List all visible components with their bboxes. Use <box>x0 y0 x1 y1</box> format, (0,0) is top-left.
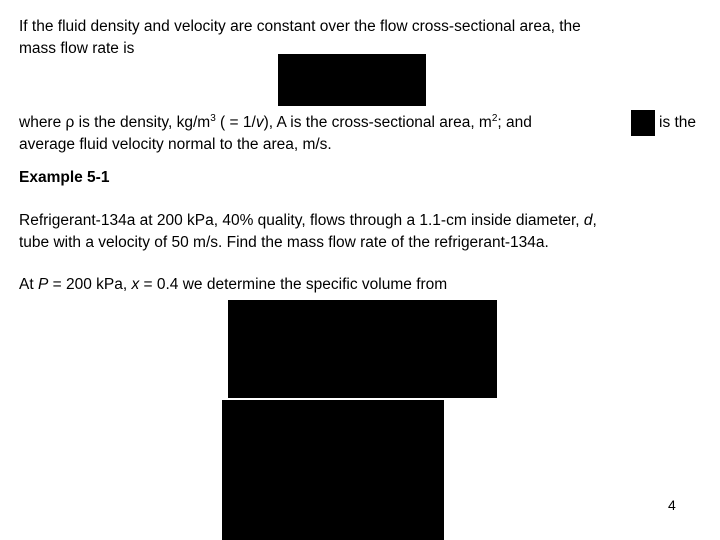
exponent-3: 3 <box>210 113 216 124</box>
velocity-symbol-image <box>631 110 655 136</box>
quality-symbol: x <box>131 276 140 293</box>
page-number: 4 <box>668 497 676 513</box>
mass-flow-equation-image <box>278 54 426 106</box>
where-line-2: average fluid velocity normal to the area, m/s. <box>19 136 332 153</box>
sv-rest-text: = 0.4 we determine the specific volume from <box>139 276 448 293</box>
specific-volume-line <box>19 274 447 296</box>
example-line-1-text: Refrigerant-134a at 200 kPa, 40% quality, flows through a 1.1-cm inside diameter, <box>19 212 584 229</box>
where-and-text: ; and <box>497 114 532 131</box>
where-text: ( = 1/ <box>215 114 256 131</box>
specific-volume-equation-image <box>228 300 497 398</box>
where-line-1 <box>19 112 532 134</box>
pressure-symbol: P <box>37 276 49 293</box>
mass-flow-calculation-image <box>222 400 444 540</box>
specific-volume-symbol: v <box>255 114 264 131</box>
rho-symbol: ρ <box>65 114 75 131</box>
intro-line-2: mass flow rate is <box>19 40 135 57</box>
where-is-the: is the <box>659 114 697 131</box>
where-area-text: ), A is the cross-sectional area, m <box>263 114 492 131</box>
example-heading: Example 5-1 <box>19 169 110 186</box>
exponent-2: 2 <box>491 113 498 124</box>
example-line-1 <box>19 210 597 232</box>
example-line-2: tube with a velocity of 50 m/s. Find the mass flow rate of the refrigerant-134a. <box>19 234 549 251</box>
sv-pressure-text: = 200 kPa, <box>48 276 132 293</box>
example-line-1-comma: , <box>592 212 597 229</box>
diameter-symbol: d <box>583 212 593 229</box>
where-density-text: is the density, kg/m <box>74 114 211 131</box>
where-word: where <box>19 114 62 131</box>
intro-line-1: If the fluid density and velocity are constant over the flow cross-sectional area, the <box>19 18 581 35</box>
sv-at: At <box>19 276 38 293</box>
